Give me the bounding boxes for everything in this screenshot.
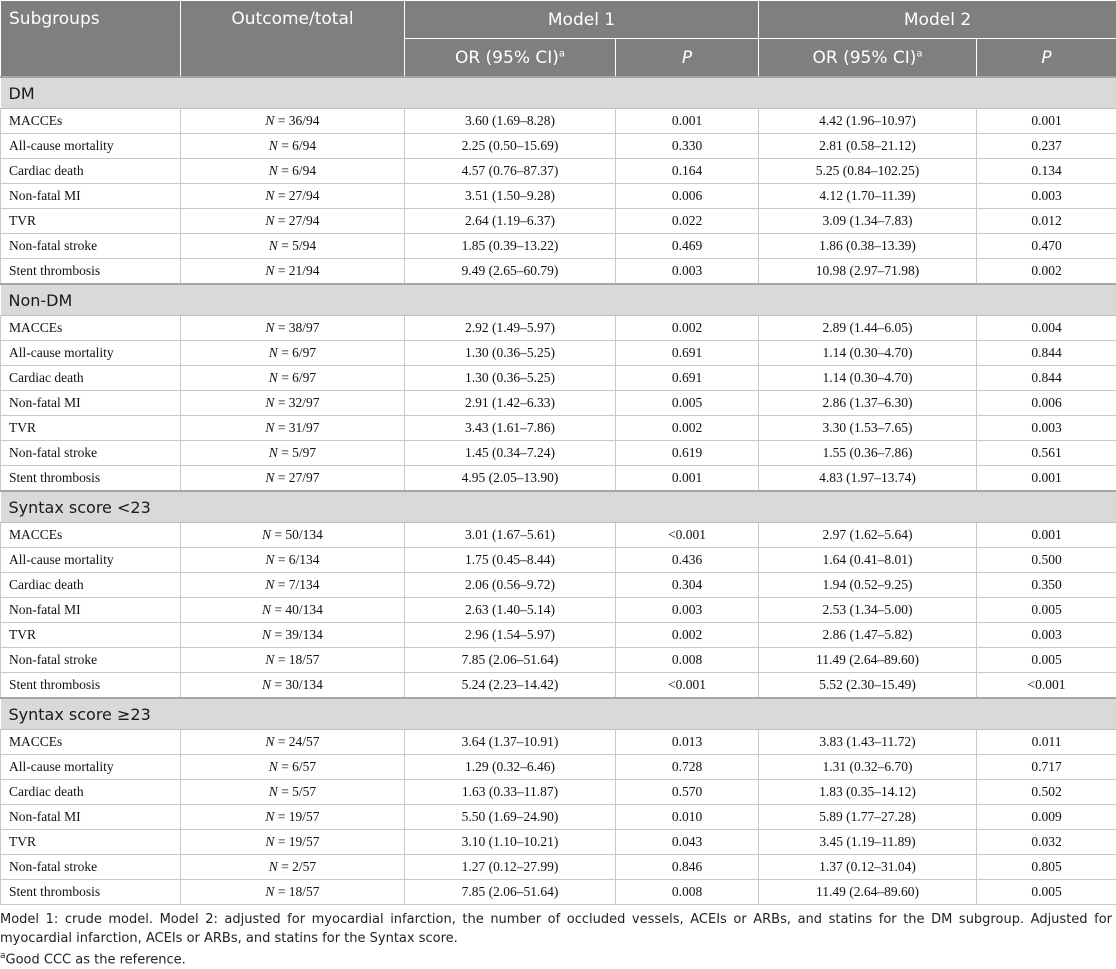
model1-or-cell: 2.91 (1.42–6.33) <box>405 391 616 416</box>
outcome-total-value: = 5/97 <box>281 445 316 460</box>
model1-or-cell: 1.30 (0.36–5.25) <box>405 366 616 391</box>
model1-or-cell: 1.30 (0.36–5.25) <box>405 341 616 366</box>
group-header-row <box>1 284 1116 316</box>
outcome-total-value: = 18/57 <box>278 884 320 899</box>
table-row <box>1 416 1116 441</box>
n-prefix: N <box>265 470 274 485</box>
model1-p-cell: 0.469 <box>616 234 759 259</box>
outcome-total-cell <box>181 209 405 234</box>
outcome-total-value: = 27/94 <box>278 213 320 228</box>
model1-or-cell: 1.75 (0.45–8.44) <box>405 548 616 573</box>
outcome-total-cell <box>181 341 405 366</box>
table-row <box>1 805 1116 830</box>
model2-p-cell: 0.011 <box>977 730 1116 755</box>
table-row <box>1 648 1116 673</box>
outcome-total-cell <box>181 805 405 830</box>
model1-p-cell: 0.006 <box>616 184 759 209</box>
outcome-label: TVR <box>1 830 181 855</box>
model1-p-cell: 0.022 <box>616 209 759 234</box>
table-row <box>1 134 1116 159</box>
outcome-label: Stent thrombosis <box>1 259 181 285</box>
n-prefix: N <box>265 734 274 749</box>
model2-or-cell: 4.83 (1.97–13.74) <box>759 466 977 492</box>
outcome-total-value: = 6/97 <box>281 345 316 360</box>
model2-or-cell: 4.12 (1.70–11.39) <box>759 184 977 209</box>
outcome-label: Stent thrombosis <box>1 880 181 905</box>
model1-p-cell: <0.001 <box>616 523 759 548</box>
model2-or-cell: 2.86 (1.47–5.82) <box>759 623 977 648</box>
model1-or-cell: 1.27 (0.12–27.99) <box>405 855 616 880</box>
outcome-label: TVR <box>1 623 181 648</box>
table-row <box>1 548 1116 573</box>
model2-or-cell: 3.45 (1.19–11.89) <box>759 830 977 855</box>
model2-or-cell: 1.94 (0.52–9.25) <box>759 573 977 598</box>
outcome-total-cell <box>181 134 405 159</box>
outcome-total-value: = 24/57 <box>278 734 320 749</box>
outcome-total-value: = 7/134 <box>278 577 320 592</box>
model1-or-cell: 1.45 (0.34–7.24) <box>405 441 616 466</box>
outcome-label: Cardiac death <box>1 366 181 391</box>
n-prefix: N <box>262 627 271 642</box>
model2-or-cell: 3.30 (1.53–7.65) <box>759 416 977 441</box>
outcome-label: All-cause mortality <box>1 341 181 366</box>
model2-or-cell: 4.42 (1.96–10.97) <box>759 109 977 134</box>
outcome-total-value: = 30/134 <box>274 677 323 692</box>
n-prefix: N <box>265 188 274 203</box>
model2-or-cell: 1.86 (0.38–13.39) <box>759 234 977 259</box>
header-subgroups: Subgroups <box>1 1 181 78</box>
table-row <box>1 391 1116 416</box>
header-model2-p: P <box>977 39 1116 78</box>
model2-or-cell: 3.09 (1.34–7.83) <box>759 209 977 234</box>
model2-p-cell: 0.032 <box>977 830 1116 855</box>
table-row <box>1 730 1116 755</box>
group-title: Syntax score <23 <box>1 491 1116 523</box>
model1-p-cell: 0.010 <box>616 805 759 830</box>
model1-p-cell: 0.619 <box>616 441 759 466</box>
outcome-total-value: = 27/97 <box>278 470 320 485</box>
header-model1-p: P <box>616 39 759 78</box>
n-prefix: N <box>269 859 278 874</box>
model2-p-cell: 0.561 <box>977 441 1116 466</box>
model1-or-cell: 3.60 (1.69–8.28) <box>405 109 616 134</box>
model2-or-cell: 1.31 (0.32–6.70) <box>759 755 977 780</box>
model1-or-cell: 2.06 (0.56–9.72) <box>405 573 616 598</box>
model1-or-cell: 3.10 (1.10–10.21) <box>405 830 616 855</box>
model1-p-cell: 0.003 <box>616 259 759 285</box>
model2-or-cell: 2.86 (1.37–6.30) <box>759 391 977 416</box>
n-prefix: N <box>262 527 271 542</box>
model2-or-cell: 1.14 (0.30–4.70) <box>759 366 977 391</box>
model2-or-cell: 11.49 (2.64–89.60) <box>759 648 977 673</box>
outcome-total-cell <box>181 109 405 134</box>
model1-or-cell: 1.29 (0.32–6.46) <box>405 755 616 780</box>
model2-p-cell: 0.470 <box>977 234 1116 259</box>
model1-or-cell: 2.63 (1.40–5.14) <box>405 598 616 623</box>
table-row <box>1 880 1116 905</box>
model1-or-cell: 9.49 (2.65–60.79) <box>405 259 616 285</box>
model1-or-cell: 3.51 (1.50–9.28) <box>405 184 616 209</box>
n-prefix: N <box>265 652 274 667</box>
outcome-total-cell <box>181 730 405 755</box>
model2-p-cell: 0.009 <box>977 805 1116 830</box>
group-header-row <box>1 698 1116 730</box>
table-row <box>1 341 1116 366</box>
model2-or-cell: 3.83 (1.43–11.72) <box>759 730 977 755</box>
outcome-total-value: = 31/97 <box>278 420 320 435</box>
outcome-label: All-cause mortality <box>1 134 181 159</box>
model1-p-cell: 0.008 <box>616 880 759 905</box>
n-prefix: N <box>269 370 278 385</box>
model1-or-cell: 1.85 (0.39–13.22) <box>405 234 616 259</box>
outcome-label: Stent thrombosis <box>1 466 181 492</box>
model2-or-cell: 5.25 (0.84–102.25) <box>759 159 977 184</box>
model2-p-cell: 0.005 <box>977 598 1116 623</box>
outcome-total-cell <box>181 573 405 598</box>
outcome-total-cell <box>181 441 405 466</box>
model1-p-cell: <0.001 <box>616 673 759 699</box>
outcome-total-cell <box>181 159 405 184</box>
outcome-label: All-cause mortality <box>1 548 181 573</box>
n-prefix: N <box>269 138 278 153</box>
outcome-label: Cardiac death <box>1 573 181 598</box>
table-row <box>1 598 1116 623</box>
model2-p-cell: 0.717 <box>977 755 1116 780</box>
outcome-label: Cardiac death <box>1 159 181 184</box>
group-header-row <box>1 77 1116 109</box>
footnote-reference: $^a$Good CCC as the reference. <box>0 947 1112 969</box>
table-row <box>1 366 1116 391</box>
model2-p-cell: 0.001 <box>977 466 1116 492</box>
model2-or-cell: 2.89 (1.44–6.05) <box>759 316 977 341</box>
outcome-total-cell <box>181 234 405 259</box>
outcome-total-cell <box>181 259 405 285</box>
model1-or-cell: 2.92 (1.49–5.97) <box>405 316 616 341</box>
outcome-label: Stent thrombosis <box>1 673 181 699</box>
model1-p-cell: 0.304 <box>616 573 759 598</box>
outcome-label: Non-fatal stroke <box>1 648 181 673</box>
outcome-total-cell <box>181 391 405 416</box>
table-row <box>1 855 1116 880</box>
group-title: DM <box>1 77 1116 109</box>
outcome-label: Non-fatal MI <box>1 391 181 416</box>
table-row <box>1 109 1116 134</box>
model2-or-cell: 2.97 (1.62–5.64) <box>759 523 977 548</box>
model2-p-cell: 0.844 <box>977 366 1116 391</box>
table-row <box>1 573 1116 598</box>
model2-or-cell: 2.81 (0.58–21.12) <box>759 134 977 159</box>
outcome-total-cell <box>181 830 405 855</box>
model1-or-cell: 2.64 (1.19–6.37) <box>405 209 616 234</box>
outcome-label: Non-fatal MI <box>1 598 181 623</box>
model2-p-cell: 0.500 <box>977 548 1116 573</box>
model1-or-cell: 5.50 (1.69–24.90) <box>405 805 616 830</box>
outcome-total-cell <box>181 466 405 492</box>
outcome-label: Non-fatal MI <box>1 805 181 830</box>
outcome-label: MACCEs <box>1 523 181 548</box>
outcome-total-cell <box>181 366 405 391</box>
table-row <box>1 441 1116 466</box>
outcome-total-value: = 21/94 <box>278 263 320 278</box>
outcome-total-value: = 5/94 <box>281 238 316 253</box>
outcome-label: Non-fatal stroke <box>1 234 181 259</box>
outcome-total-cell <box>181 673 405 699</box>
model2-p-cell: 0.805 <box>977 855 1116 880</box>
table-row <box>1 466 1116 492</box>
model2-p-cell: 0.001 <box>977 109 1116 134</box>
model2-p-cell: 0.003 <box>977 184 1116 209</box>
model2-or-cell: 2.53 (1.34–5.00) <box>759 598 977 623</box>
model1-p-cell: 0.570 <box>616 780 759 805</box>
n-prefix: N <box>265 420 274 435</box>
header-model1: Model 1 <box>405 1 759 39</box>
outcome-label: TVR <box>1 416 181 441</box>
outcome-total-value: = 39/134 <box>274 627 323 642</box>
model1-p-cell: 0.043 <box>616 830 759 855</box>
n-prefix: N <box>269 784 278 799</box>
model1-or-cell: 3.01 (1.67–5.61) <box>405 523 616 548</box>
model2-p-cell: 0.005 <box>977 880 1116 905</box>
group-header-row <box>1 491 1116 523</box>
table-row <box>1 830 1116 855</box>
model2-or-cell: 1.83 (0.35–14.12) <box>759 780 977 805</box>
outcome-total-value: = 6/94 <box>281 138 316 153</box>
outcome-total-value: = 32/97 <box>278 395 320 410</box>
model1-p-cell: 0.001 <box>616 109 759 134</box>
model1-p-cell: 0.846 <box>616 855 759 880</box>
model2-or-cell: 1.14 (0.30–4.70) <box>759 341 977 366</box>
outcome-total-value: = 27/94 <box>278 188 320 203</box>
model2-or-cell: 1.55 (0.36–7.86) <box>759 441 977 466</box>
table-row <box>1 673 1116 699</box>
header-model1-or: OR (95% CI)$^a$ <box>405 39 616 78</box>
table-row <box>1 234 1116 259</box>
outcome-label: MACCEs <box>1 730 181 755</box>
outcome-total-value: = 5/57 <box>281 784 316 799</box>
outcome-total-value: = 19/57 <box>278 834 320 849</box>
model1-or-cell: 7.85 (2.06–51.64) <box>405 880 616 905</box>
outcome-total-value: = 2/57 <box>281 859 316 874</box>
outcome-label: Non-fatal stroke <box>1 855 181 880</box>
n-prefix: N <box>265 552 274 567</box>
outcome-total-cell <box>181 755 405 780</box>
outcome-total-cell <box>181 184 405 209</box>
model1-p-cell: 0.003 <box>616 598 759 623</box>
table-row <box>1 755 1116 780</box>
outcome-total-value: = 50/134 <box>274 527 323 542</box>
outcome-total-cell <box>181 780 405 805</box>
model1-or-cell: 3.43 (1.61–7.86) <box>405 416 616 441</box>
n-prefix: N <box>265 884 274 899</box>
header-outcome-total: Outcome/total <box>181 1 405 78</box>
model1-p-cell: 0.002 <box>616 623 759 648</box>
n-prefix: N <box>269 759 278 774</box>
n-prefix: N <box>269 238 278 253</box>
n-prefix: N <box>269 445 278 460</box>
outcome-total-cell <box>181 316 405 341</box>
outcome-total-cell <box>181 548 405 573</box>
outcome-label: MACCEs <box>1 316 181 341</box>
model1-p-cell: 0.691 <box>616 341 759 366</box>
table-row <box>1 623 1116 648</box>
outcome-total-value: = 36/94 <box>278 113 320 128</box>
outcome-label: MACCEs <box>1 109 181 134</box>
model2-p-cell: 0.003 <box>977 416 1116 441</box>
outcome-total-cell <box>181 598 405 623</box>
outcome-total-value: = 38/97 <box>278 320 320 335</box>
n-prefix: N <box>265 263 274 278</box>
group-title: Non-DM <box>1 284 1116 316</box>
n-prefix: N <box>262 677 271 692</box>
n-prefix: N <box>262 602 271 617</box>
model1-or-cell: 5.24 (2.23–14.42) <box>405 673 616 699</box>
model2-p-cell: 0.844 <box>977 341 1116 366</box>
model2-p-cell: 0.001 <box>977 523 1116 548</box>
model1-or-cell: 4.57 (0.76–87.37) <box>405 159 616 184</box>
model2-p-cell: 0.012 <box>977 209 1116 234</box>
outcome-total-cell <box>181 623 405 648</box>
footnote-models: Model 1: crude model. Model 2: adjusted for myocardial infarction, the number of occluded vessels, ACEIs or ARBs, and statins for the DM subgroup. Adjusted for myocardial infarction, ACEIs or ARBs, and statins for the Syntax score. <box>0 910 1112 948</box>
n-prefix: N <box>265 320 274 335</box>
model1-p-cell: 0.164 <box>616 159 759 184</box>
model2-p-cell: 0.237 <box>977 134 1116 159</box>
model2-p-cell: 0.350 <box>977 573 1116 598</box>
n-prefix: N <box>265 809 274 824</box>
outcome-label: TVR <box>1 209 181 234</box>
outcome-total-value: = 6/94 <box>281 163 316 178</box>
outcome-total-value: = 18/57 <box>278 652 320 667</box>
model1-p-cell: 0.691 <box>616 366 759 391</box>
model1-or-cell: 7.85 (2.06–51.64) <box>405 648 616 673</box>
model2-p-cell: 0.004 <box>977 316 1116 341</box>
model1-or-cell: 2.96 (1.54–5.97) <box>405 623 616 648</box>
model2-or-cell: 11.49 (2.64–89.60) <box>759 880 977 905</box>
model1-or-cell: 4.95 (2.05–13.90) <box>405 466 616 492</box>
model1-p-cell: 0.728 <box>616 755 759 780</box>
group-title: Syntax score ≥23 <box>1 698 1116 730</box>
model1-or-cell: 3.64 (1.37–10.91) <box>405 730 616 755</box>
table-header <box>1 1 1116 78</box>
outcome-total-cell <box>181 880 405 905</box>
model2-p-cell: 0.134 <box>977 159 1116 184</box>
n-prefix: N <box>269 163 278 178</box>
model1-p-cell: 0.002 <box>616 316 759 341</box>
table-body <box>1 77 1116 905</box>
model1-p-cell: 0.330 <box>616 134 759 159</box>
model2-p-cell: 0.002 <box>977 259 1116 285</box>
model1-p-cell: 0.001 <box>616 466 759 492</box>
model1-p-cell: 0.013 <box>616 730 759 755</box>
model2-p-cell: 0.003 <box>977 623 1116 648</box>
table-row <box>1 209 1116 234</box>
outcome-total-value: = 6/57 <box>281 759 316 774</box>
table-row <box>1 159 1116 184</box>
n-prefix: N <box>265 834 274 849</box>
model1-or-cell: 1.63 (0.33–11.87) <box>405 780 616 805</box>
table-row <box>1 184 1116 209</box>
model1-p-cell: 0.002 <box>616 416 759 441</box>
outcome-total-cell <box>181 416 405 441</box>
model2-p-cell: 0.005 <box>977 648 1116 673</box>
model2-p-cell: 0.502 <box>977 780 1116 805</box>
table-row <box>1 316 1116 341</box>
outcome-total-value: = 6/134 <box>278 552 320 567</box>
model2-or-cell: 5.52 (2.30–15.49) <box>759 673 977 699</box>
model1-or-cell: 2.25 (0.50–15.69) <box>405 134 616 159</box>
model1-p-cell: 0.005 <box>616 391 759 416</box>
header-model2-or: OR (95% CI)$^a$ <box>759 39 977 78</box>
model2-or-cell: 1.64 (0.41–8.01) <box>759 548 977 573</box>
model2-p-cell: 0.006 <box>977 391 1116 416</box>
outcome-total-value: = 40/134 <box>274 602 323 617</box>
model2-or-cell: 5.89 (1.77–27.28) <box>759 805 977 830</box>
n-prefix: N <box>265 213 274 228</box>
outcome-label: All-cause mortality <box>1 755 181 780</box>
n-prefix: N <box>265 395 274 410</box>
model2-or-cell: 1.37 (0.12–31.04) <box>759 855 977 880</box>
outcome-label: Non-fatal MI <box>1 184 181 209</box>
outcome-total-value: = 19/57 <box>278 809 320 824</box>
outcome-total-cell <box>181 648 405 673</box>
model1-p-cell: 0.436 <box>616 548 759 573</box>
table-row <box>1 780 1116 805</box>
outcome-label: Cardiac death <box>1 780 181 805</box>
model2-or-cell: 10.98 (2.97–71.98) <box>759 259 977 285</box>
table-row <box>1 259 1116 285</box>
model2-p-cell: <0.001 <box>977 673 1116 699</box>
table-row <box>1 523 1116 548</box>
n-prefix: N <box>269 345 278 360</box>
model1-p-cell: 0.008 <box>616 648 759 673</box>
outcome-label: Non-fatal stroke <box>1 441 181 466</box>
header-model2: Model 2 <box>759 1 1116 39</box>
n-prefix: N <box>265 577 274 592</box>
outcome-total-value: = 6/97 <box>281 370 316 385</box>
n-prefix: N <box>265 113 274 128</box>
outcome-total-cell <box>181 855 405 880</box>
outcome-total-cell <box>181 523 405 548</box>
